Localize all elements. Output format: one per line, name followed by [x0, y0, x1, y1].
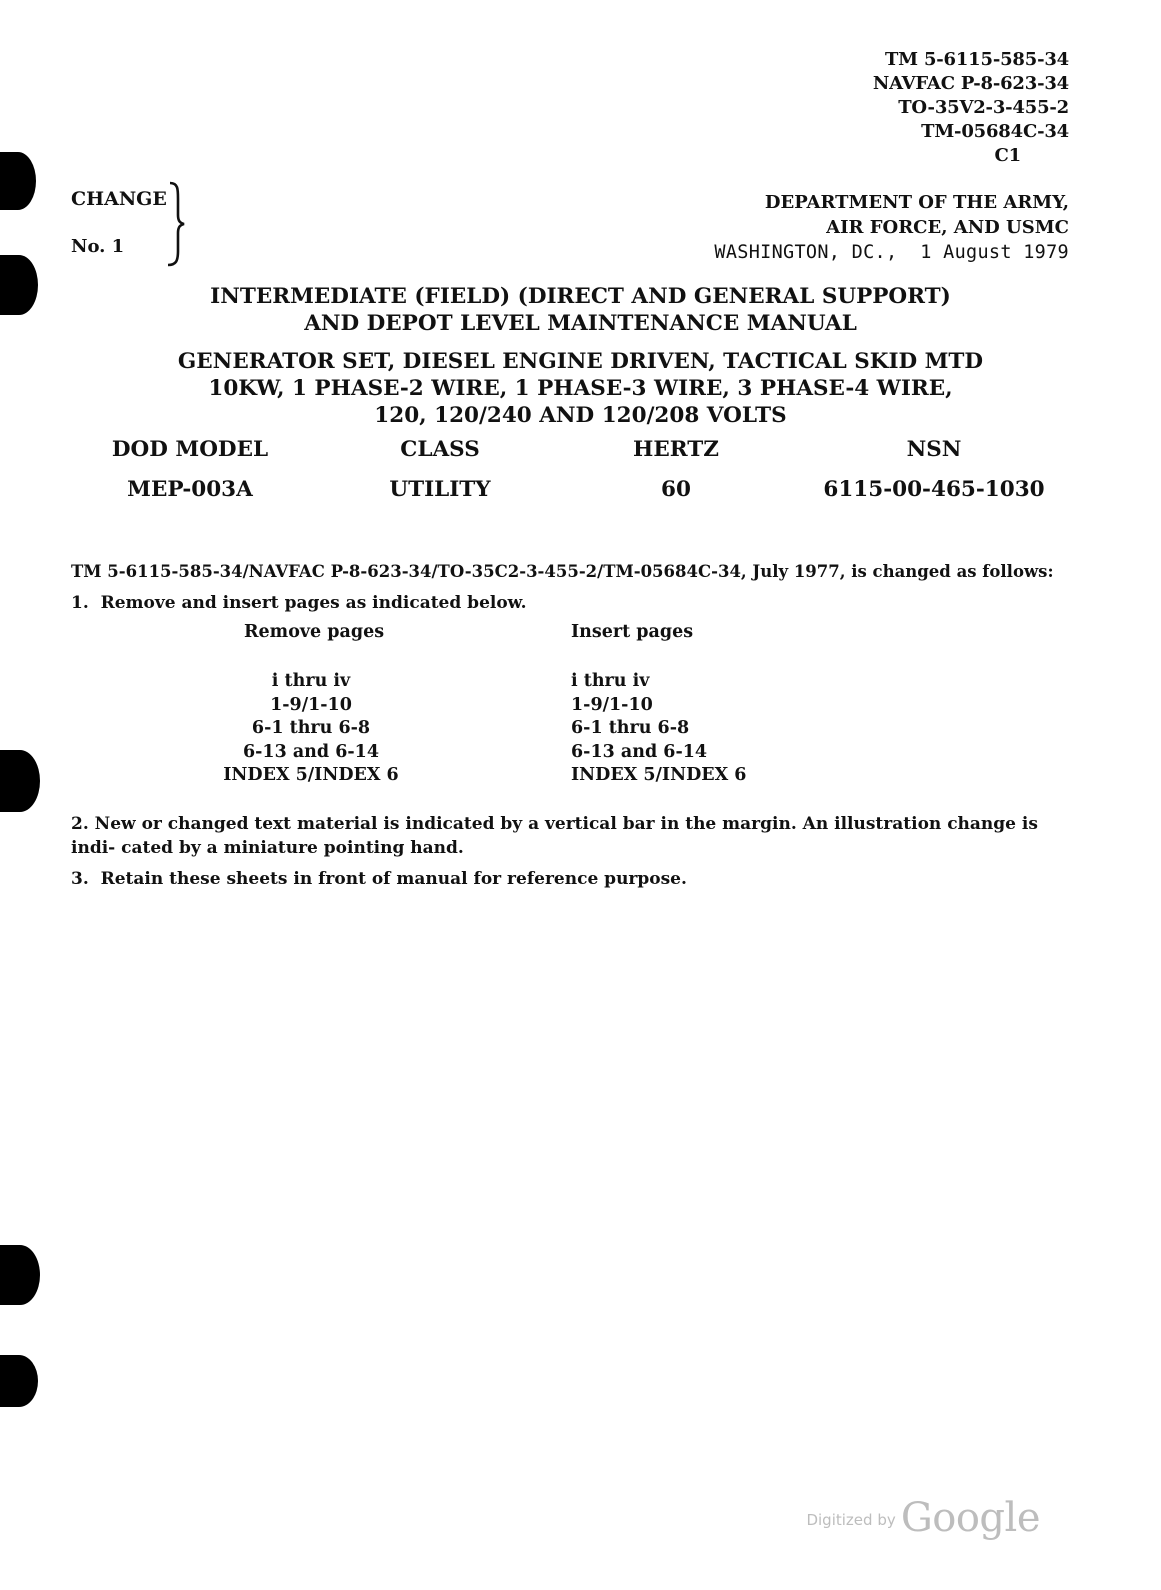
brace-icon	[164, 181, 186, 267]
title-line: AND DEPOT LEVEL MAINTENANCE MANUAL	[304, 311, 857, 336]
binder-hole	[0, 152, 36, 210]
model-table-header: HERTZ	[633, 437, 719, 462]
manual-title	[0, 283, 1161, 337]
list-item: i thru iv	[571, 671, 650, 691]
document-identifiers	[873, 48, 1069, 168]
model-table	[0, 437, 1161, 517]
insert-pages-header: Insert pages	[571, 622, 694, 642]
list-item: 1-9/1-10	[270, 694, 352, 715]
google-logo: Google	[900, 1495, 1040, 1541]
watermark-prefix: Digitized by	[806, 1511, 896, 1529]
model-table-value: UTILITY	[389, 477, 491, 502]
digitized-watermark	[806, 1495, 1040, 1541]
instruction-item: 1. Remove and insert pages as indicated below.	[71, 593, 527, 613]
binder-hole	[0, 1245, 40, 1305]
doc-id: TO-35V2-3-455-2	[898, 97, 1069, 118]
list-item: 6-13 and 6-14	[242, 741, 380, 762]
instruction-item: 2. New or changed text material is indicated by a vertical bar in the margin. An illustration change is indi- cated by a miniature pointing hand.	[71, 814, 1038, 858]
department-block	[714, 190, 1069, 265]
list-item: 1-9/1-10	[571, 694, 653, 715]
insert-pages-list	[571, 670, 746, 788]
doc-id: TM 5-6115-585-34	[884, 49, 1069, 70]
model-table-header: NSN	[906, 437, 962, 462]
model-table-header: CLASS	[400, 437, 480, 462]
list-item: i thru iv	[271, 671, 351, 691]
title-line: GENERATOR SET, DIESEL ENGINE DRIVEN, TACTICAL SKID MTD	[177, 349, 984, 374]
model-table-value: 60	[661, 477, 691, 502]
change-number: No. 1	[71, 236, 125, 257]
model-table-header: DOD MODEL	[111, 437, 269, 462]
remove-pages-list	[180, 670, 442, 788]
title-line: INTERMEDIATE (FIELD) (DIRECT AND GENERAL SUPPORT)	[210, 284, 951, 309]
title-line: 120, 120/240 AND 120/208 VOLTS	[374, 403, 787, 428]
doc-id: NAVFAC P-8-623-34	[872, 73, 1069, 94]
change-code: C1	[994, 145, 1021, 166]
model-table-value: MEP-003A	[127, 477, 253, 502]
list-item: INDEX 5/INDEX 6	[571, 765, 747, 785]
title-line: 10KW, 1 PHASE-2 WIRE, 1 PHASE-3 WIRE, 3 PHASE-4 WIRE,	[208, 376, 953, 401]
list-item: 6-1 thru 6-8	[571, 718, 690, 738]
equipment-title	[0, 348, 1161, 429]
intro-paragraph: TM 5-6115-585-34/NAVFAC P-8-623-34/TO-35C2-3-455-2/TM-05684C-34, July 1977, is changed as follows:	[71, 562, 1054, 581]
place-date: WASHINGTON, DC., 1 August 1979	[714, 242, 1069, 263]
remove-pages-header: Remove pages	[244, 622, 385, 642]
model-table-value: 6115-00-465-1030	[823, 477, 1045, 502]
change-label: CHANGE	[71, 188, 167, 210]
binder-hole	[0, 750, 40, 812]
instruction-item: 3. Retain these sheets in front of manual for reference purpose.	[71, 869, 687, 889]
list-item: 6-1 thru 6-8	[251, 718, 371, 738]
list-item: 6-13 and 6-14	[571, 741, 708, 762]
department-line: AIR FORCE, AND USMC	[826, 217, 1069, 238]
binder-hole	[0, 1355, 38, 1407]
department-line: DEPARTMENT OF THE ARMY,	[764, 192, 1069, 213]
list-item: INDEX 5/INDEX 6	[223, 765, 399, 785]
doc-id: TM-05684C-34	[921, 121, 1069, 142]
